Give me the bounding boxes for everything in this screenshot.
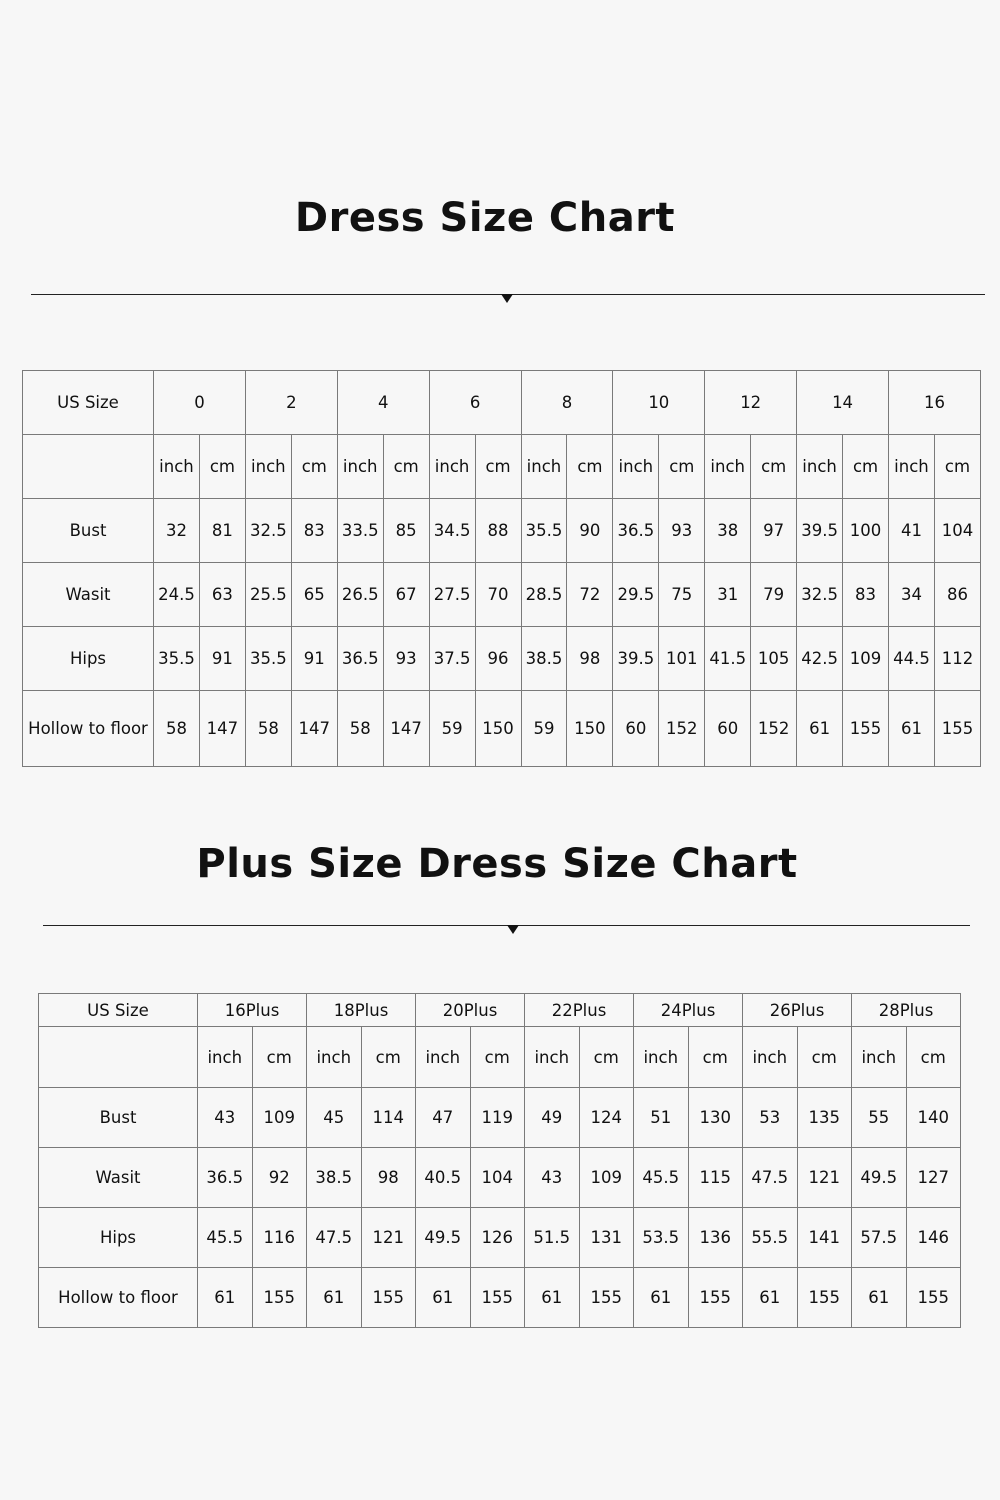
unit-cm: cm [567,435,613,499]
size-header: 6 [429,371,521,435]
table-cell: 61 [889,691,935,767]
table-row [23,563,981,627]
table-cell: 150 [475,691,521,767]
table-cell: 126 [470,1208,525,1268]
table-cell: 79 [751,563,797,627]
table-row [39,1148,961,1208]
unit-cm: cm [751,435,797,499]
table-cell: 105 [751,627,797,691]
row-label: Bust [23,499,154,563]
us-size-header: US Size [23,371,154,435]
table-cell: 44.5 [889,627,935,691]
unit-inch: inch [797,435,843,499]
title-divider [43,925,970,926]
row-label: Wasit [39,1148,198,1208]
unit-inch: inch [521,435,567,499]
unit-inch: inch [613,435,659,499]
unit-inch: inch [743,1027,798,1088]
table-cell: 155 [470,1268,525,1328]
table-cell: 24.5 [154,563,200,627]
table-cell: 136 [688,1208,743,1268]
header-row [39,994,961,1027]
table-cell: 86 [934,563,980,627]
table-cell: 35.5 [154,627,200,691]
table-cell: 155 [579,1268,634,1328]
table-cell: 124 [579,1088,634,1148]
table-cell: 29.5 [613,563,659,627]
size-header: 16Plus [198,994,307,1027]
plus-size-chart-title: Plus Size Dress Size Chart [196,841,798,887]
table-cell: 39.5 [797,499,843,563]
table-cell: 61 [634,1268,689,1328]
header-row [23,371,981,435]
table-cell: 60 [613,691,659,767]
row-label: Hollow to floor [39,1268,198,1328]
table-cell: 36.5 [337,627,383,691]
unit-inch: inch [416,1027,471,1088]
table-cell: 32.5 [797,563,843,627]
table-cell: 121 [361,1208,416,1268]
table-cell: 59 [429,691,475,767]
unit-cm: cm [906,1027,961,1088]
table-cell: 45 [307,1088,362,1148]
table-cell: 58 [154,691,200,767]
table-cell: 61 [743,1268,798,1328]
table-cell: 100 [843,499,889,563]
unit-row [39,1027,961,1088]
table-cell: 57.5 [852,1208,907,1268]
row-label: Hips [39,1208,198,1268]
table-cell: 140 [906,1088,961,1148]
table-cell: 115 [688,1148,743,1208]
table-cell: 61 [525,1268,580,1328]
empty-label-cell [39,1027,198,1088]
table-cell: 51.5 [525,1208,580,1268]
plus-size-table [38,993,961,1328]
table-cell: 88 [475,499,521,563]
size-header: 24Plus [634,994,743,1027]
unit-inch: inch [245,435,291,499]
unit-cm: cm [199,435,245,499]
table-cell: 92 [252,1148,307,1208]
table-cell: 43 [198,1088,253,1148]
table-cell: 75 [659,563,705,627]
table-cell: 152 [659,691,705,767]
table-cell: 141 [797,1208,852,1268]
table-cell: 58 [245,691,291,767]
size-header: 20Plus [416,994,525,1027]
table-cell: 31 [705,563,751,627]
table-cell: 47 [416,1088,471,1148]
table-cell: 37.5 [429,627,475,691]
table-cell: 55 [852,1088,907,1148]
table-cell: 61 [198,1268,253,1328]
dress-size-table [22,370,981,767]
table-cell: 93 [659,499,705,563]
table-cell: 27.5 [429,563,475,627]
table-cell: 65 [291,563,337,627]
table-cell: 104 [934,499,980,563]
table-cell: 67 [383,563,429,627]
size-header: 2 [245,371,337,435]
unit-inch: inch [307,1027,362,1088]
unit-inch: inch [852,1027,907,1088]
table-cell: 55.5 [743,1208,798,1268]
table-cell: 155 [252,1268,307,1328]
table-cell: 28.5 [521,563,567,627]
table-row [39,1268,961,1328]
table-cell: 36.5 [613,499,659,563]
table-cell: 47.5 [743,1148,798,1208]
unit-cm: cm [470,1027,525,1088]
unit-inch: inch [889,435,935,499]
table-cell: 26.5 [337,563,383,627]
table-cell: 109 [252,1088,307,1148]
table-cell: 45.5 [198,1208,253,1268]
table-cell: 150 [567,691,613,767]
table-cell: 85 [383,499,429,563]
table-cell: 61 [307,1268,362,1328]
table-cell: 83 [843,563,889,627]
title-divider [31,294,985,295]
unit-inch: inch [634,1027,689,1088]
table-cell: 114 [361,1088,416,1148]
unit-inch: inch [154,435,200,499]
size-header: 10 [613,371,705,435]
table-cell: 101 [659,627,705,691]
table-cell: 63 [199,563,245,627]
table-cell: 40.5 [416,1148,471,1208]
unit-cm: cm [688,1027,743,1088]
divider-arrow-icon [507,925,519,934]
table-cell: 49.5 [852,1148,907,1208]
table-cell: 51 [634,1088,689,1148]
table-cell: 38.5 [307,1148,362,1208]
table-cell: 155 [361,1268,416,1328]
table-cell: 60 [705,691,751,767]
table-row [23,499,981,563]
size-header: 22Plus [525,994,634,1027]
table-cell: 38 [705,499,751,563]
divider-arrow-icon [501,294,513,303]
table-cell: 38.5 [521,627,567,691]
empty-label-cell [23,435,154,499]
row-label: Bust [39,1088,198,1148]
table-cell: 90 [567,499,613,563]
table-cell: 155 [797,1268,852,1328]
table-cell: 34 [889,563,935,627]
table-cell: 49 [525,1088,580,1148]
table-cell: 53 [743,1088,798,1148]
table-cell: 127 [906,1148,961,1208]
table-cell: 147 [383,691,429,767]
table-row [39,1208,961,1268]
table-cell: 72 [567,563,613,627]
size-header: 12 [705,371,797,435]
table-row [23,627,981,691]
unit-cm: cm [252,1027,307,1088]
table-cell: 155 [906,1268,961,1328]
table-cell: 42.5 [797,627,843,691]
table-cell: 104 [470,1148,525,1208]
table-cell: 58 [337,691,383,767]
table-cell: 147 [291,691,337,767]
unit-cm: cm [361,1027,416,1088]
table-cell: 112 [934,627,980,691]
table-cell: 49.5 [416,1208,471,1268]
unit-cm: cm [659,435,705,499]
table-row [39,1088,961,1148]
table-cell: 61 [852,1268,907,1328]
table-cell: 131 [579,1208,634,1268]
table-cell: 53.5 [634,1208,689,1268]
table-cell: 61 [797,691,843,767]
unit-cm: cm [475,435,521,499]
table-cell: 41 [889,499,935,563]
table-cell: 119 [470,1088,525,1148]
table-cell: 33.5 [337,499,383,563]
table-cell: 39.5 [613,627,659,691]
size-header: 8 [521,371,613,435]
table-cell: 155 [688,1268,743,1328]
unit-cm: cm [291,435,337,499]
table-cell: 41.5 [705,627,751,691]
table-cell: 43 [525,1148,580,1208]
unit-cm: cm [383,435,429,499]
size-header: 4 [337,371,429,435]
us-size-header: US Size [39,994,198,1027]
table-cell: 130 [688,1088,743,1148]
table-cell: 47.5 [307,1208,362,1268]
table-cell: 98 [361,1148,416,1208]
table-cell: 91 [291,627,337,691]
table-cell: 98 [567,627,613,691]
unit-inch: inch [429,435,475,499]
table-cell: 36.5 [198,1148,253,1208]
table-cell: 97 [751,499,797,563]
dress-size-chart-title: Dress Size Chart [294,195,676,241]
table-cell: 135 [797,1088,852,1148]
table-cell: 116 [252,1208,307,1268]
table-cell: 91 [199,627,245,691]
table-cell: 32 [154,499,200,563]
unit-inch: inch [198,1027,253,1088]
table-cell: 152 [751,691,797,767]
table-cell: 45.5 [634,1148,689,1208]
table-cell: 34.5 [429,499,475,563]
table-cell: 83 [291,499,337,563]
row-label: Wasit [23,563,154,627]
size-header: 14 [797,371,889,435]
table-cell: 61 [416,1268,471,1328]
table-cell: 93 [383,627,429,691]
table-cell: 70 [475,563,521,627]
table-cell: 25.5 [245,563,291,627]
table-cell: 155 [843,691,889,767]
size-header: 26Plus [743,994,852,1027]
table-cell: 121 [797,1148,852,1208]
unit-cm: cm [843,435,889,499]
table-cell: 96 [475,627,521,691]
size-header: 18Plus [307,994,416,1027]
unit-inch: inch [525,1027,580,1088]
table-cell: 59 [521,691,567,767]
unit-cm: cm [579,1027,634,1088]
table-cell: 35.5 [245,627,291,691]
table-cell: 109 [843,627,889,691]
table-cell: 109 [579,1148,634,1208]
size-header: 28Plus [852,994,961,1027]
unit-cm: cm [934,435,980,499]
row-label: Hips [23,627,154,691]
unit-inch: inch [705,435,751,499]
table-cell: 147 [199,691,245,767]
table-row [23,691,981,767]
table-cell: 35.5 [521,499,567,563]
table-cell: 32.5 [245,499,291,563]
table-cell: 81 [199,499,245,563]
unit-row [23,435,981,499]
size-header: 0 [154,371,246,435]
size-header: 16 [889,371,981,435]
row-label: Hollow to floor [23,691,154,767]
table-cell: 146 [906,1208,961,1268]
table-cell: 155 [934,691,980,767]
unit-cm: cm [797,1027,852,1088]
unit-inch: inch [337,435,383,499]
